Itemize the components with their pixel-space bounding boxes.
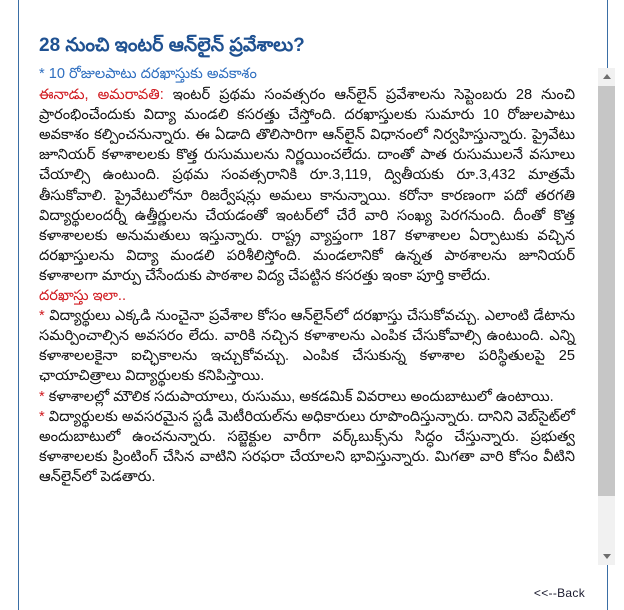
article-bullet-2 — [39, 387, 575, 407]
triangle-down-icon — [603, 554, 611, 559]
article-scroll-region[interactable] — [39, 64, 597, 564]
bullet-star-icon: * — [39, 308, 45, 325]
page-title: 28 నుంచి ఇంటర్ ఆన్‌లైన్ ప్రవేశాలు? — [39, 34, 305, 56]
article-bullet-2-text: కళాశాలల్లో మౌలిక సదుపాయాలు, రుసుము, అకడమిక్ వివరాలు అందుబాటులో ఉంటాయి. — [44, 388, 554, 405]
scrollbar-down-button[interactable] — [598, 548, 615, 565]
article-paragraph-1 — [39, 85, 575, 286]
bullet-star-icon: * — [39, 388, 45, 405]
section-heading-how-to-apply: దరఖాస్తు ఇలా.. — [39, 288, 127, 305]
article-subheading: * 10 రోజులపాటు దరఖాస్తుకు అవకాశం — [39, 66, 257, 82]
article-bullet-3-text: విద్యార్థులకు అవసరమైన స్టడీ మెటీరియల్‌ను అధికారులు రూపొందిస్తున్నారు. దానిని వెబ్‌సైట్‌లో అందుబాటులో ఉంచనున్నారు. సబ్జెక్టుల వారీగా వర్క్‌బుక్స్‌ను సిద్ధం చేస్తున్నారు. ప్రభుత్వ కళాశాలలకు ప్రింటింగ్ చేసిన వాటిని సరఫరా చేయాలని భావిస్తున్నారు. మిగతా వారి కోసం వీటిని ఆన్‌లైన్‌లో పెడతారు. — [39, 408, 575, 485]
article-bullet-1 — [39, 306, 575, 386]
scrollbar-up-button[interactable] — [598, 68, 615, 85]
article-bullet-3 — [39, 407, 575, 487]
vertical-scrollbar[interactable] — [597, 68, 615, 565]
article-dateline: ఈనాడు, అమరావతి: — [39, 87, 164, 104]
article-content-area — [19, 0, 607, 610]
article-paragraph-1-text: ఇంటర్ ప్రథమ సంవత్సరం ఆన్‌లైన్ ప్రవేశాలను సెప్టెంబరు 28 నుంచి ప్రారంభించేందుకు విద్యా మండలి కసరత్తు చేస్తోంది. దరఖాస్తులకు సుమారు 10 రోజులపాటు అవకాశం కల్పించనున్నారు. ఈ ఏడాది తొలిసారిగా ఆన్‌లైన్ విధానంలో నిర్వహిస్తున్నారు. ప్రైవేటు జూనియర్ కళాశాలలకు కొత్త రుసుములను నిర్ణయించలేదు. దాంతో పాత రుసుములనే వసూలు చేయాల్సి ఉంటుంది. ప్రథమ సంవత్సరానికి రూ.3,119, ద్వితీయకు రూ.3,432 మాత్రమే తీసుకోవాలి. ప్రైవేటులోనూ రిజర్వేషన్లు అమలు కానున్నాయి. కరోనా కారణంగా పదో తరగతి విద్యార్థులందర్నీ ఉత్తీర్ణులను చేయడంతో ఇంటర్‌లో చేరే వారి సంఖ్య పెరగనుంది. దీంతో కొత్త కళాశాలలకు అనుమతులు ఇస్తున్నారు. రాష్ట్ర వ్యాప్తంగా 187 కళాశాలల ఏర్పాటుకు వచ్చిన దరఖాస్తులను విద్యా మండలి పరిశీలిస్తోంది. మండలానికో ఉన్నత పాఠశాలను జూనియర్ కళాశాలగా మార్పు చేసేందుకు పాఠశాల విద్య చేపట్టిన కసరత్తు ఇంకా పూర్తి కాలేదు. — [39, 87, 576, 284]
article-bullet-1-text: విద్యార్థులు ఎక్కడి నుంచైనా ప్రవేశాల కోసం ఆన్‌లైన్‌లో దరఖాస్తు చేసుకోవచ్చు. ఎలాంటి డేటాను సమర్పించాల్సిన అవసరం లేదు. వారికి నచ్చిన కళాశాలను ఎంపిక చేసుకోవాల్సి ఉంటుంది. ఎన్ని కళాశాలలకైనా ఐచ్ఛికాలను ఇచ్చుకోవచ్చు. ఎంపిక చేసుకున్న కళాశాల పరిస్థితులపై 25 ఛాయాచిత్రాలు విద్యార్థులకు కనిపిస్తాయి. — [39, 308, 575, 385]
scrollbar-thumb[interactable] — [598, 86, 615, 496]
bullet-star-icon: * — [39, 408, 45, 425]
triangle-up-icon — [603, 74, 611, 79]
back-link[interactable]: <<--Back — [533, 586, 585, 600]
article-body — [39, 64, 575, 487]
